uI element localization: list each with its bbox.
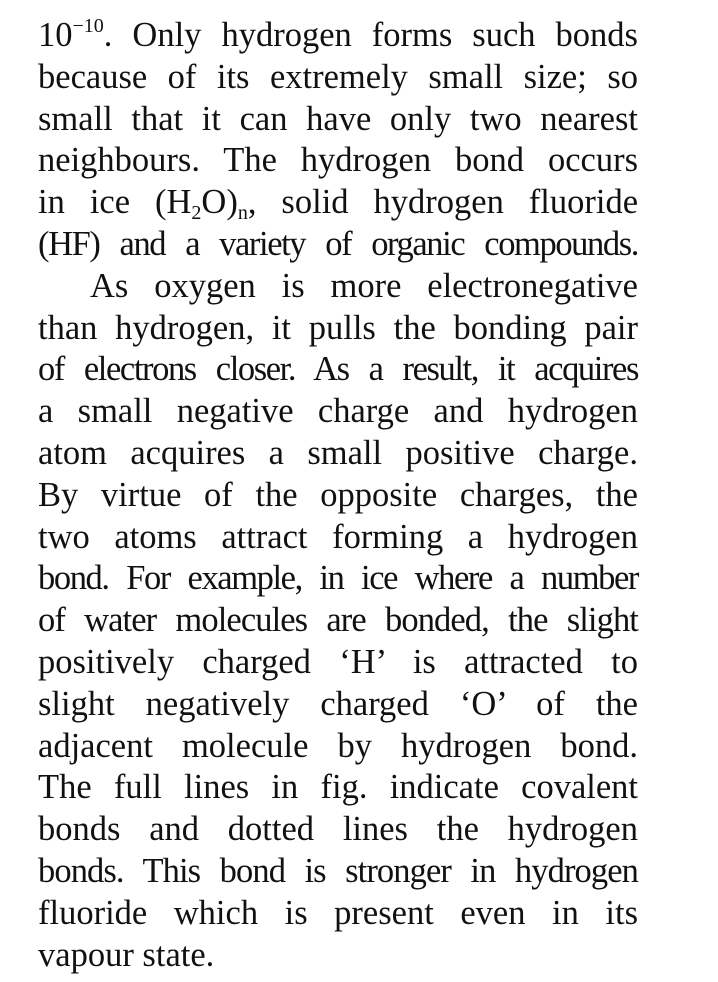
paragraph-2 [38,266,638,977]
text-line: atom acquires a small positive charge. [38,433,638,472]
exponent-base: 10 [38,16,73,54]
text-line: of electrons closer. As a result, it acquires [38,350,638,389]
text-line: By virtue of the opposite charges, the [38,475,638,514]
text-line: As oxygen is more electronegative [90,266,638,305]
text-line: than hydrogen, it pulls the bonding pair [38,308,638,347]
formula-mid: O) [201,183,238,222]
formula-prefix: in ice (H [38,183,192,222]
text-line: The full lines in fig. indicate covalent [38,768,638,807]
subscript-n: n [237,202,248,225]
document-text [38,15,638,976]
exponent-power: −10 [72,15,104,37]
text-line: two atoms attract forming a hydrogen [38,517,638,556]
text-line: bond. For example, in ice where a number [38,559,638,598]
text-line: positively charged ‘H’ is attracted to [38,642,638,681]
text-line: bonds. This bond is stronger in hydrogen [38,851,638,890]
text-line: adjacent molecule by hydrogen bond. [38,726,638,765]
text-line: because of its extremely small size; so [38,57,638,96]
text-line: a small negative charge and hydrogen [38,392,638,431]
text-line: (HF) and a variety of organic compounds. [38,224,638,263]
subscript-2: 2 [191,202,202,225]
text-line [38,182,638,224]
text-line: fluoride which is present even in its [38,893,638,932]
text-line: small that it can have only two nearest [38,99,638,138]
text-line [38,15,638,57]
paragraph-1 [38,15,638,266]
text-line: neighbours. The hydrogen bond occurs [38,141,638,180]
text-line: slight negatively charged ‘O’ of the [38,684,638,723]
text-line-rest: . Only hydrogen forms such bonds [103,16,638,54]
text-line: vapour state. [38,935,215,974]
text-line: bonds and dotted lines the hydrogen [38,810,638,849]
formula-suffix: , solid hydrogen fluoride [247,183,639,222]
text-line: of water molecules are bonded, the slight [38,601,638,640]
